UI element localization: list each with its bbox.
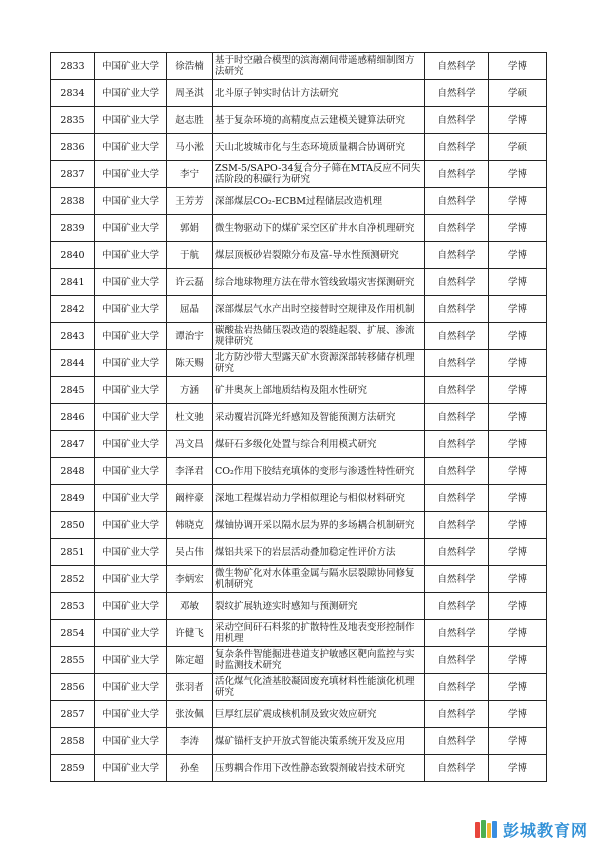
table-row <box>51 674 547 701</box>
thesis-title-cell: 基于复杂环境的高精度点云建模关键算法研究 <box>213 107 425 134</box>
row-number-cell: 2838 <box>51 188 95 215</box>
student-name-cell: 王芳芳 <box>167 188 213 215</box>
table-row <box>51 53 547 80</box>
category-cell: 自然科学 <box>425 296 489 323</box>
category-cell: 自然科学 <box>425 674 489 701</box>
degree-cell: 学博 <box>489 539 547 566</box>
thesis-title-cell: 北斗原子钟实时估计方法研究 <box>213 80 425 107</box>
thesis-title-cell: 采动覆岩沉降光纤感知及智能预测方法研究 <box>213 404 425 431</box>
student-name-cell: 屈晶 <box>167 296 213 323</box>
school-cell: 中国矿业大学 <box>95 215 167 242</box>
student-name-cell: 方涵 <box>167 377 213 404</box>
school-cell: 中国矿业大学 <box>95 566 167 593</box>
table-row <box>51 647 547 674</box>
student-name-cell: 许健飞 <box>167 620 213 647</box>
category-cell: 自然科学 <box>425 404 489 431</box>
student-name-cell: 谭治宇 <box>167 323 213 350</box>
thesis-title-cell: 压剪耦合作用下改性静态致裂剂破岩技术研究 <box>213 755 425 782</box>
school-cell: 中国矿业大学 <box>95 188 167 215</box>
student-name-cell: 李宁 <box>167 161 213 188</box>
school-cell: 中国矿业大学 <box>95 269 167 296</box>
category-cell: 自然科学 <box>425 107 489 134</box>
thesis-title-cell: 微生物驱动下的煤矿采空区矿井水自净机理研究 <box>213 215 425 242</box>
row-number-cell: 2840 <box>51 242 95 269</box>
degree-cell: 学博 <box>489 350 547 377</box>
degree-cell: 学博 <box>489 404 547 431</box>
category-cell: 自然科学 <box>425 80 489 107</box>
thesis-title-cell: 复杂条件智能掘进巷道支护敏感区靶向监控与实时监测技术研究 <box>213 647 425 674</box>
school-cell: 中国矿业大学 <box>95 404 167 431</box>
school-cell: 中国矿业大学 <box>95 296 167 323</box>
thesis-title-cell: 活化煤气化渣基胶凝固废充填材料性能演化机理研究 <box>213 674 425 701</box>
thesis-title-cell: 深地工程煤岩动力学相似理论与相似材料研究 <box>213 485 425 512</box>
table-row <box>51 350 547 377</box>
school-cell: 中国矿业大学 <box>95 701 167 728</box>
row-number-cell: 2849 <box>51 485 95 512</box>
school-cell: 中国矿业大学 <box>95 755 167 782</box>
thesis-title-cell: 深部煤层气水产出时空接替时空规律及作用机制 <box>213 296 425 323</box>
thesis-title-cell: 深部煤层CO₂-ECBM过程储层改造机理 <box>213 188 425 215</box>
table-row <box>51 701 547 728</box>
thesis-title-cell: 天山北坡城市化与生态环境质量耦合协调研究 <box>213 134 425 161</box>
category-cell: 自然科学 <box>425 566 489 593</box>
table-row <box>51 593 547 620</box>
row-number-cell: 2836 <box>51 134 95 161</box>
row-number-cell: 2842 <box>51 296 95 323</box>
row-number-cell: 2858 <box>51 728 95 755</box>
table-row <box>51 242 547 269</box>
thesis-title-cell: 碳酸盐岩热储压裂改造的裂缝起裂、扩展、渗流规律研究 <box>213 323 425 350</box>
student-name-cell: 于航 <box>167 242 213 269</box>
degree-cell: 学博 <box>489 215 547 242</box>
degree-cell: 学硕 <box>489 80 547 107</box>
student-name-cell: 阚梓豪 <box>167 485 213 512</box>
thesis-title-cell: 采动空间矸石料浆的扩散特性及地表变形控制作用机理 <box>213 620 425 647</box>
row-number-cell: 2839 <box>51 215 95 242</box>
student-name-cell: 邓敏 <box>167 593 213 620</box>
row-number-cell: 2844 <box>51 350 95 377</box>
degree-cell: 学博 <box>489 566 547 593</box>
table-row <box>51 269 547 296</box>
table-row <box>51 107 547 134</box>
degree-cell: 学博 <box>489 323 547 350</box>
degree-cell: 学博 <box>489 377 547 404</box>
degree-cell: 学博 <box>489 647 547 674</box>
table-row <box>51 458 547 485</box>
row-number-cell: 2833 <box>51 53 95 80</box>
student-name-cell: 冯文昌 <box>167 431 213 458</box>
thesis-title-cell: 巨厚红层矿震成核机制及致灾效应研究 <box>213 701 425 728</box>
school-cell: 中国矿业大学 <box>95 674 167 701</box>
degree-cell: 学博 <box>489 269 547 296</box>
school-cell: 中国矿业大学 <box>95 242 167 269</box>
table-row <box>51 323 547 350</box>
table-body <box>51 53 547 782</box>
award-list-table <box>50 52 547 782</box>
student-name-cell: 许云磊 <box>167 269 213 296</box>
category-cell: 自然科学 <box>425 458 489 485</box>
table-row <box>51 566 547 593</box>
thesis-title-cell: CO₂作用下胶结充填体的变形与渗透性特性研究 <box>213 458 425 485</box>
student-name-cell: 徐浩楠 <box>167 53 213 80</box>
category-cell: 自然科学 <box>425 728 489 755</box>
school-cell: 中国矿业大学 <box>95 620 167 647</box>
table-row <box>51 296 547 323</box>
category-cell: 自然科学 <box>425 512 489 539</box>
student-name-cell: 郭娟 <box>167 215 213 242</box>
degree-cell: 学博 <box>489 431 547 458</box>
student-name-cell: 孙垒 <box>167 755 213 782</box>
school-cell: 中国矿业大学 <box>95 458 167 485</box>
row-number-cell: 2856 <box>51 674 95 701</box>
book-green <box>481 820 486 838</box>
degree-cell: 学博 <box>489 593 547 620</box>
category-cell: 自然科学 <box>425 620 489 647</box>
table-row <box>51 431 547 458</box>
school-cell: 中国矿业大学 <box>95 593 167 620</box>
degree-cell: 学博 <box>489 755 547 782</box>
student-name-cell: 杜文驰 <box>167 404 213 431</box>
degree-cell: 学博 <box>489 485 547 512</box>
category-cell: 自然科学 <box>425 188 489 215</box>
row-number-cell: 2853 <box>51 593 95 620</box>
row-number-cell: 2854 <box>51 620 95 647</box>
category-cell: 自然科学 <box>425 755 489 782</box>
school-cell: 中国矿业大学 <box>95 512 167 539</box>
thesis-title-cell: 煤铝共采下的岩层活动叠加稳定性评价方法 <box>213 539 425 566</box>
school-cell: 中国矿业大学 <box>95 350 167 377</box>
book-red <box>475 822 480 838</box>
degree-cell: 学博 <box>489 458 547 485</box>
site-watermark <box>474 816 588 842</box>
table-row <box>51 80 547 107</box>
thesis-title-cell: 裂纹扩展轨迹实时感知与预测研究 <box>213 593 425 620</box>
category-cell: 自然科学 <box>425 323 489 350</box>
row-number-cell: 2850 <box>51 512 95 539</box>
row-number-cell: 2843 <box>51 323 95 350</box>
student-name-cell: 李泽君 <box>167 458 213 485</box>
degree-cell: 学博 <box>489 161 547 188</box>
table-row <box>51 620 547 647</box>
school-cell: 中国矿业大学 <box>95 728 167 755</box>
row-number-cell: 2859 <box>51 755 95 782</box>
degree-cell: 学博 <box>489 512 547 539</box>
table-row <box>51 539 547 566</box>
row-number-cell: 2834 <box>51 80 95 107</box>
thesis-title-cell: 煤层顶板砂岩裂隙分布及富-导水性预测研究 <box>213 242 425 269</box>
thesis-title-cell: 煤矿锚杆支护开放式智能决策系统开发及应用 <box>213 728 425 755</box>
student-name-cell: 吴占伟 <box>167 539 213 566</box>
table-row <box>51 404 547 431</box>
category-cell: 自然科学 <box>425 539 489 566</box>
student-name-cell: 李涛 <box>167 728 213 755</box>
thesis-title-cell: 煤矸石多级化处置与综合利用模式研究 <box>213 431 425 458</box>
degree-cell: 学博 <box>489 296 547 323</box>
student-name-cell: 陈定超 <box>167 647 213 674</box>
degree-cell: 学博 <box>489 53 547 80</box>
category-cell: 自然科学 <box>425 701 489 728</box>
table-row <box>51 188 547 215</box>
school-cell: 中国矿业大学 <box>95 161 167 188</box>
degree-cell: 学博 <box>489 188 547 215</box>
school-cell: 中国矿业大学 <box>95 431 167 458</box>
row-number-cell: 2841 <box>51 269 95 296</box>
student-name-cell: 周圣淇 <box>167 80 213 107</box>
student-name-cell: 张羽者 <box>167 674 213 701</box>
school-cell: 中国矿业大学 <box>95 107 167 134</box>
degree-cell: 学硕 <box>489 134 547 161</box>
row-number-cell: 2845 <box>51 377 95 404</box>
degree-cell: 学博 <box>489 701 547 728</box>
table-row <box>51 134 547 161</box>
student-name-cell: 韩晓克 <box>167 512 213 539</box>
student-name-cell: 陈天赐 <box>167 350 213 377</box>
category-cell: 自然科学 <box>425 485 489 512</box>
school-cell: 中国矿业大学 <box>95 539 167 566</box>
table-row <box>51 377 547 404</box>
category-cell: 自然科学 <box>425 134 489 161</box>
thesis-title-cell: 矿井奥灰上部地质结构及阻水性研究 <box>213 377 425 404</box>
category-cell: 自然科学 <box>425 647 489 674</box>
table-row <box>51 485 547 512</box>
table-row <box>51 161 547 188</box>
category-cell: 自然科学 <box>425 350 489 377</box>
category-cell: 自然科学 <box>425 242 489 269</box>
category-cell: 自然科学 <box>425 377 489 404</box>
school-cell: 中国矿业大学 <box>95 377 167 404</box>
row-number-cell: 2848 <box>51 458 95 485</box>
row-number-cell: 2835 <box>51 107 95 134</box>
category-cell: 自然科学 <box>425 431 489 458</box>
books-logo-icon <box>474 818 498 840</box>
school-cell: 中国矿业大学 <box>95 80 167 107</box>
row-number-cell: 2846 <box>51 404 95 431</box>
school-cell: 中国矿业大学 <box>95 323 167 350</box>
row-number-cell: 2837 <box>51 161 95 188</box>
thesis-title-cell: 基于时空融合模型的滨海潮间带遥感精细制图方法研究 <box>213 53 425 80</box>
school-cell: 中国矿业大学 <box>95 485 167 512</box>
table-row <box>51 755 547 782</box>
table-row <box>51 728 547 755</box>
row-number-cell: 2857 <box>51 701 95 728</box>
thesis-title-cell: 综合地球物理方法在带水管线致塌灾害探测研究 <box>213 269 425 296</box>
table-row <box>51 215 547 242</box>
degree-cell: 学博 <box>489 107 547 134</box>
row-number-cell: 2855 <box>51 647 95 674</box>
row-number-cell: 2851 <box>51 539 95 566</box>
student-name-cell: 李炳宏 <box>167 566 213 593</box>
category-cell: 自然科学 <box>425 53 489 80</box>
student-name-cell: 张汝佩 <box>167 701 213 728</box>
category-cell: 自然科学 <box>425 593 489 620</box>
thesis-title-cell: 微生物矿化对水体重金属与隔水层裂隙协同修复机制研究 <box>213 566 425 593</box>
category-cell: 自然科学 <box>425 215 489 242</box>
school-cell: 中国矿业大学 <box>95 134 167 161</box>
degree-cell: 学博 <box>489 620 547 647</box>
degree-cell: 学博 <box>489 242 547 269</box>
category-cell: 自然科学 <box>425 161 489 188</box>
book-blue <box>492 821 497 838</box>
row-number-cell: 2847 <box>51 431 95 458</box>
watermark-text: 彭城教育网 <box>502 820 588 840</box>
school-cell: 中国矿业大学 <box>95 53 167 80</box>
book-yellow <box>487 823 491 838</box>
row-number-cell: 2852 <box>51 566 95 593</box>
thesis-title-cell: ZSM-5/SAPO-34复合分子筛在MTA反应不同失活阶段的积碳行为研究 <box>213 161 425 188</box>
degree-cell: 学博 <box>489 728 547 755</box>
student-name-cell: 马小淞 <box>167 134 213 161</box>
school-cell: 中国矿业大学 <box>95 647 167 674</box>
degree-cell: 学博 <box>489 674 547 701</box>
category-cell: 自然科学 <box>425 269 489 296</box>
thesis-title-cell: 北方防沙带大型露天矿水资源深部转移储存机理研究 <box>213 350 425 377</box>
thesis-title-cell: 煤铀协调开采以隔水层为界的多场耦合机制研究 <box>213 512 425 539</box>
student-name-cell: 赵志胜 <box>167 107 213 134</box>
table-row <box>51 512 547 539</box>
